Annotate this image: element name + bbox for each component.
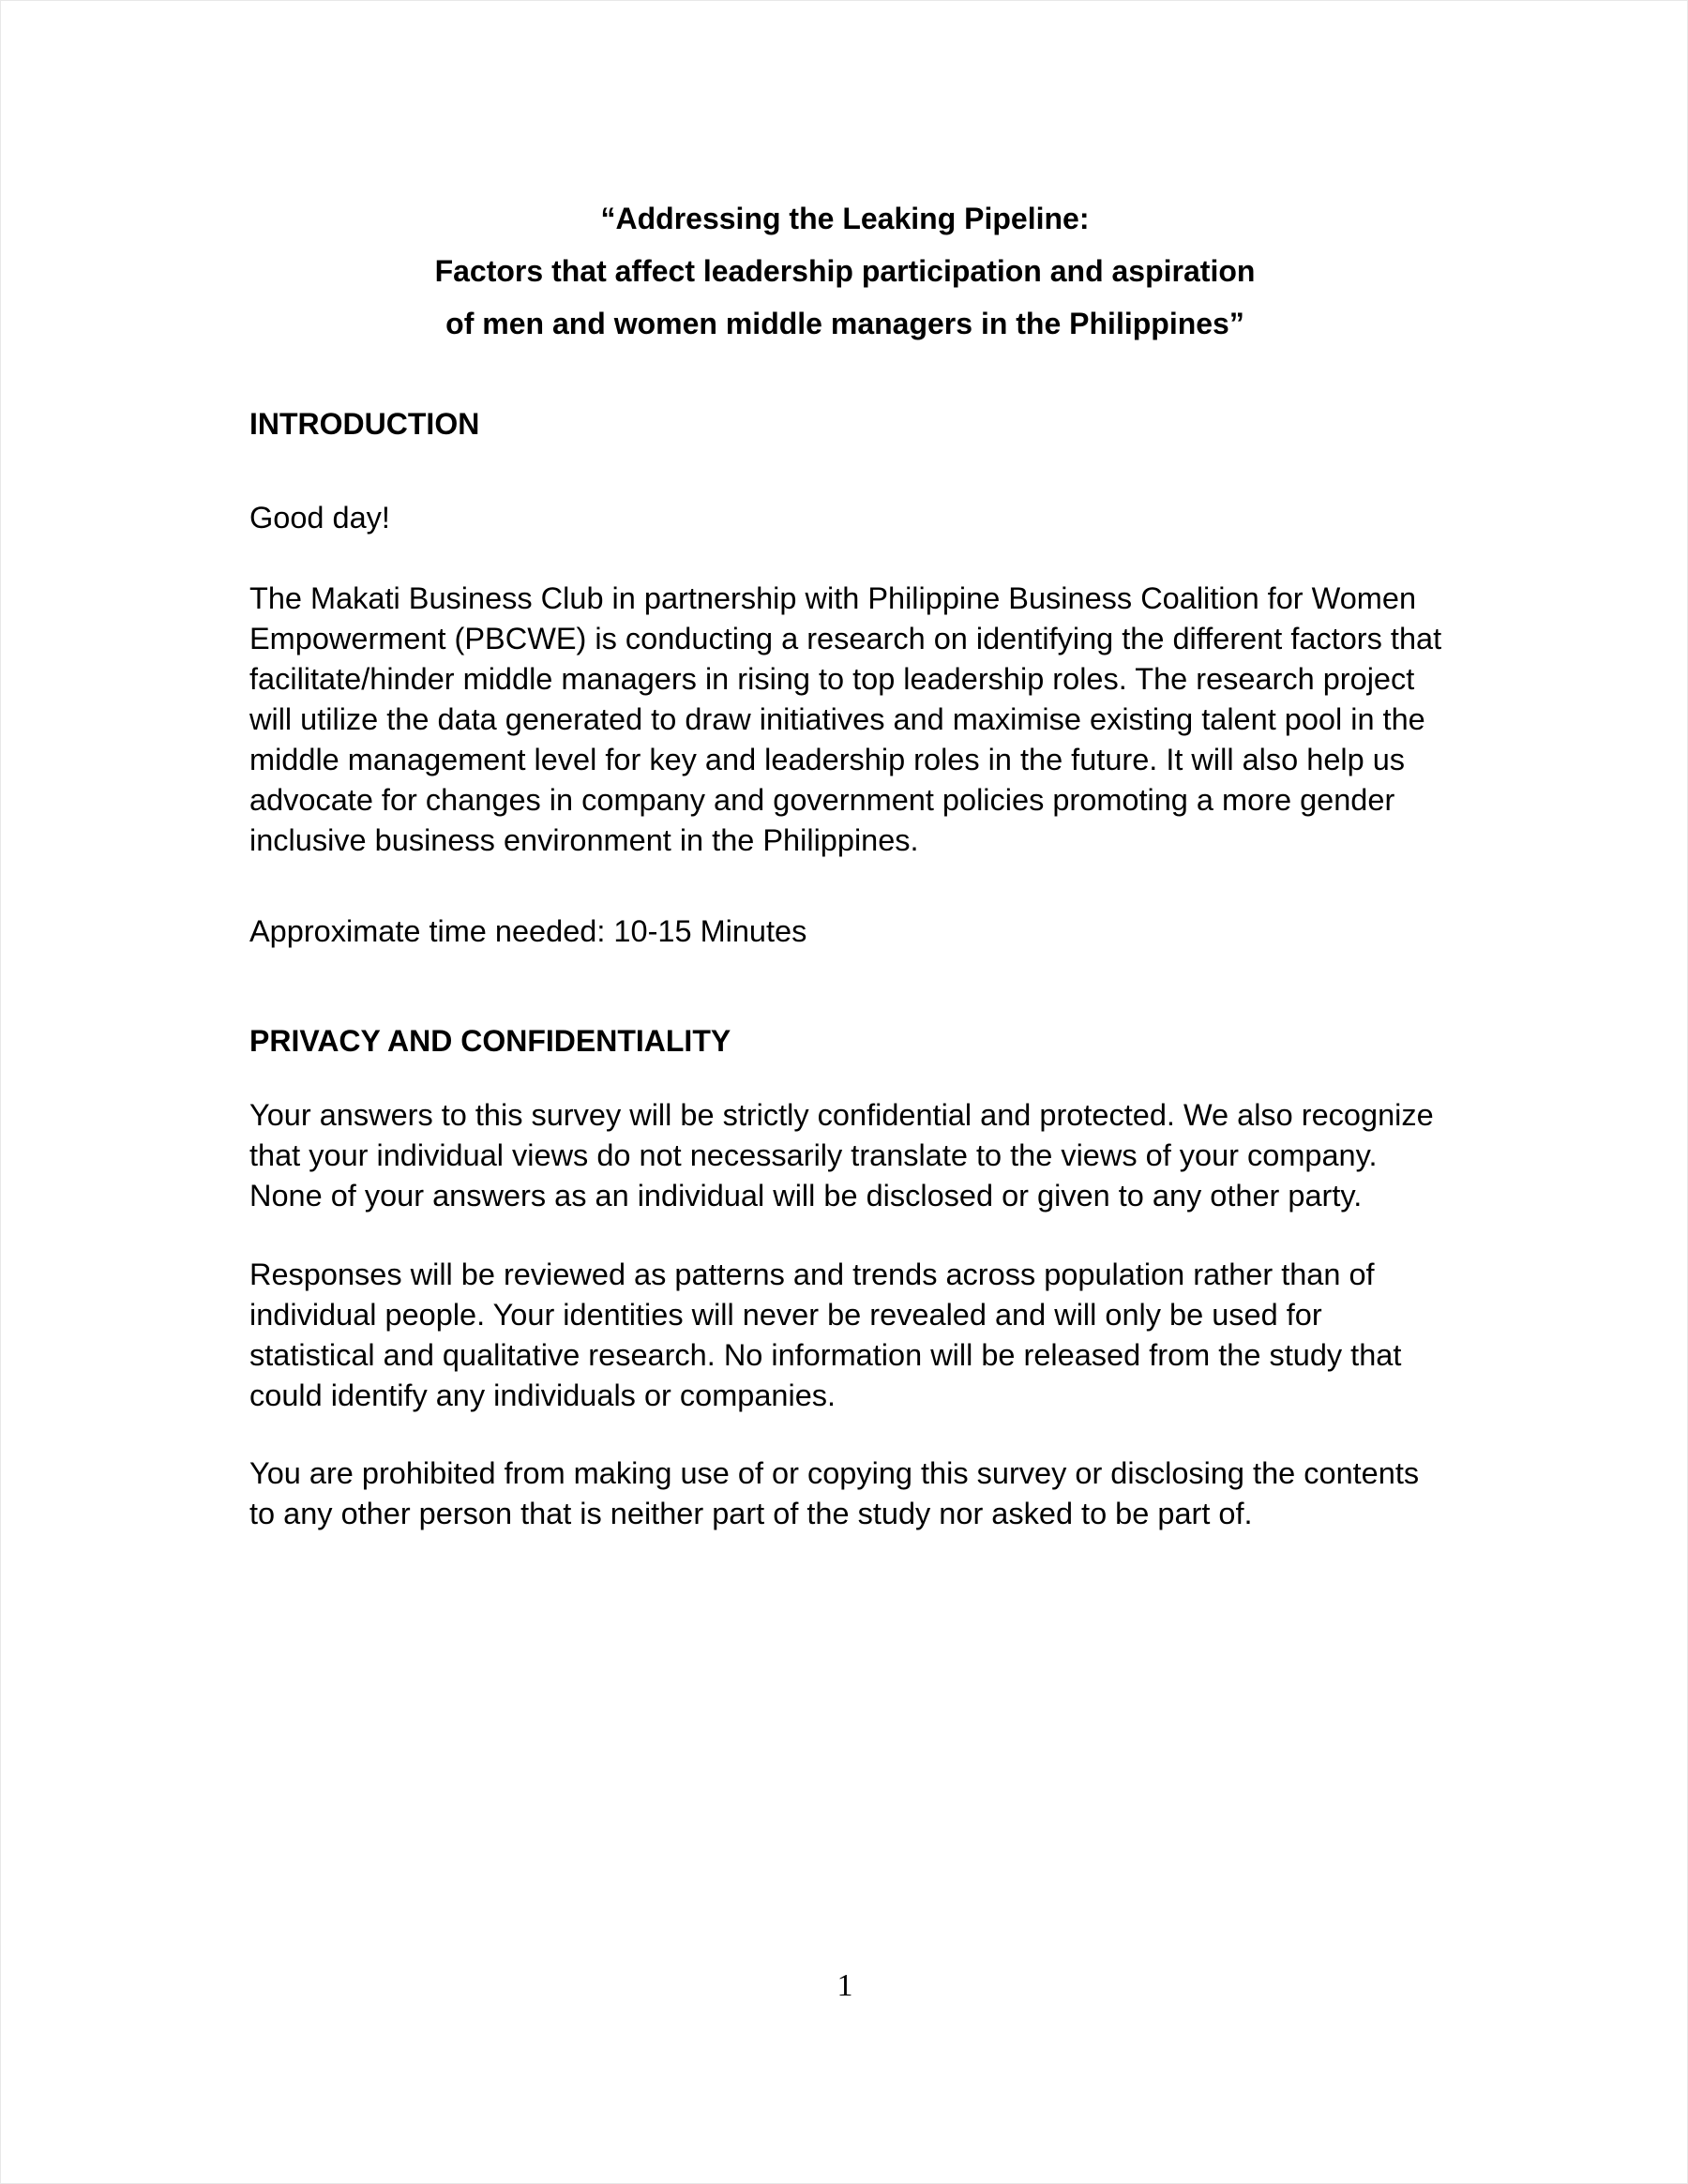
privacy-p2-line-4: could identify any individuals or companies. [249,1378,836,1412]
intro-line-5: middle management level for key and leadership roles in the future. It will also help us [249,743,1406,776]
introduction-heading-block [249,404,1469,444]
introduction-paragraph [249,579,1469,861]
introduction-body [249,579,1469,861]
intro-line-4: will utilize the data generated to draw initiatives and maximise existing talent pool in the [249,702,1425,736]
privacy-paragraph-2 [249,1255,1469,1416]
intro-line-3: facilitate/hinder middle managers in rising to top leadership roles. The research project [249,662,1415,696]
greeting-block [249,498,1469,538]
intro-line-1: The Makati Business Club in partnership with Philippine Business Coalition for Women [249,581,1417,615]
title-line-3: of men and women middle managers in the Philippines” [445,307,1244,340]
intro-line-2: Empowerment (PBCWE) is conducting a research on identifying the different factors that [249,622,1442,655]
document-title [249,192,1440,350]
privacy-p3-line-1: You are prohibited from making use of or copying this survey or disclosing the contents [249,1456,1420,1490]
privacy-paragraph-1-text [249,1095,1469,1216]
greeting-text: Good day! [249,501,390,535]
title-line-1: “Addressing the Leaking Pipeline: [600,202,1090,235]
time-needed-block [249,911,1469,952]
privacy-p1-line-1: Your answers to this survey will be strictly confidential and protected. We also recognize [249,1098,1434,1132]
privacy-paragraph-3-text [249,1453,1469,1534]
privacy-p2-line-2: individual people. Your identities will never be revealed and will only be used for [249,1298,1322,1332]
intro-line-7: inclusive business environment in the Philippines. [249,823,919,857]
introduction-heading: INTRODUCTION [249,407,480,441]
privacy-heading: PRIVACY AND CONFIDENTIALITY [249,1024,731,1058]
privacy-p2-line-1: Responses will be reviewed as patterns and trends across population rather than of [249,1258,1375,1291]
time-needed-text: Approximate time needed: 10-15 Minutes [249,914,807,948]
privacy-heading-block [249,1021,1469,1062]
privacy-p3-line-2: to any other person that is neither part of the study nor asked to be part of. [249,1497,1253,1530]
title-line-2: Factors that affect leadership participation and aspiration [434,254,1256,288]
privacy-paragraph-2-text [249,1255,1469,1416]
page-number: 1 [836,1968,853,2003]
privacy-paragraph-3 [249,1453,1469,1534]
privacy-p2-line-3: statistical and qualitative research. No information will be released from the study that [249,1338,1402,1372]
privacy-paragraph-1 [249,1095,1469,1216]
privacy-p1-line-2: that your individual views do not necessarily translate to the views of your company. [249,1138,1378,1172]
intro-line-6: advocate for changes in company and government policies promoting a more gender [249,783,1395,817]
privacy-p1-line-3: None of your answers as an individual will be disclosed or given to any other party. [249,1179,1363,1212]
